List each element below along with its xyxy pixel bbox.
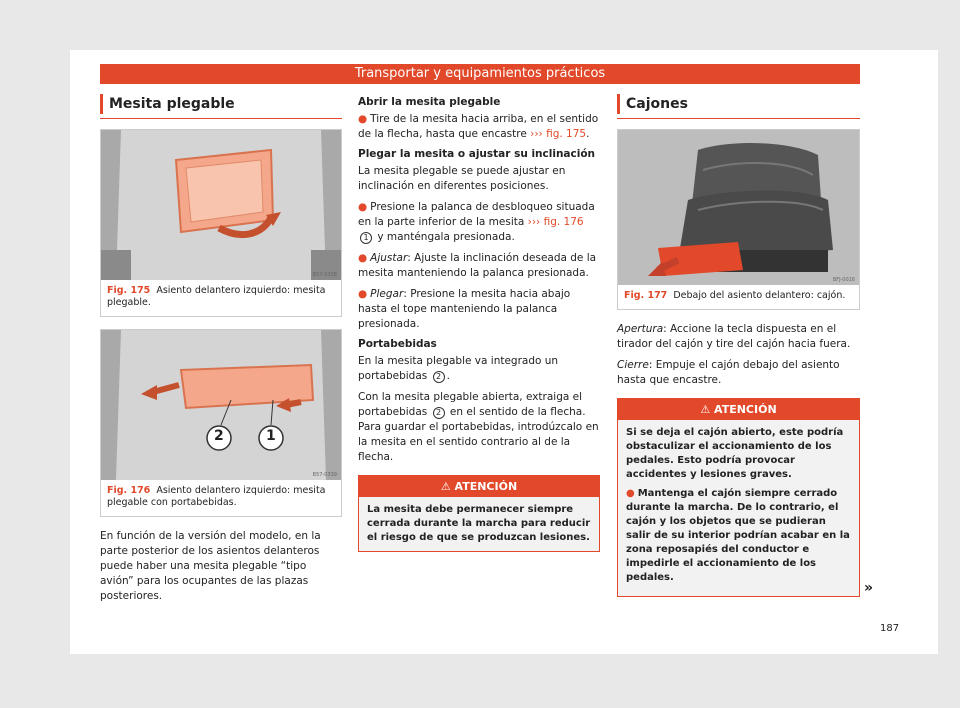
intro-paragraph: En función de la versión del modelo, en la parte posterior de los asientos delanteros puede haber una mesita plegable “tipo avión” para los ocupantes de las plazas posteriores. [100,530,321,602]
figure-number: Fig. 175 [107,285,151,296]
bullet-dot: ● [358,113,368,125]
middle-column [358,94,600,552]
bullet-text: Tire de la mesita hacia arriba, en el sentido de la flecha, hasta que encastre [358,113,599,140]
figure-code: BFJ-0016 [832,277,855,283]
callout-number: 2 [433,371,445,383]
bullet-abrir: ● Tire de la mesita hacia arriba, en el sentido de la flecha, hasta que encastre ››› fig. 175. [358,113,599,140]
fig-ref-text: fig. 175 [546,128,587,140]
cierre-paragraph [617,358,860,388]
figure-176 [100,329,342,517]
seat-tray-illustration [101,130,341,280]
figure-175 [100,129,342,317]
left-column [100,94,342,610]
bullet-plegar-2 [358,251,600,281]
warning-icon: ⚠ [440,480,451,493]
section-title: Mesita plegable [100,94,342,114]
term: Apertura [617,323,664,335]
porta-text: En la mesita plegable va integrado un portabebidas [358,355,559,382]
warning-header [359,476,599,497]
figure-177 [617,129,860,310]
section-header-mesita [100,94,342,119]
right-column [617,94,873,597]
bullet-plegar-3 [358,287,600,332]
warning-bullet-text: Mantenga el cajón siempre cerrado durante la marcha. De lo contrario, el cajón y los objetos que se pudieran salir de su interior podrían acabar en la zona reposapiés del conductor e impedirle el accionamiento de los pedales. [626,488,850,583]
caption-text: Asiento delantero izquierdo: mesita plegable con portabebidas. [107,485,326,508]
bullet-text: : Presione la mesita hacia abajo hasta el tope manteniendo la palanca presionada. [358,288,571,330]
porta-text: Con la mesita plegable abierta, extraiga el portabebidas [358,391,583,418]
warning-header [618,399,859,420]
warning-box-mesita [358,475,600,552]
term: Ajustar [370,252,408,264]
warning-text-2 [626,487,851,585]
term: Cierre [617,359,649,371]
warning-body [618,420,859,596]
paragraph-text: : Accione la tecla dispuesta en el tirador del cajón y tire del cajón hacia fuera. [617,323,851,350]
figure-number: Fig. 176 [107,485,151,496]
warning-icon: ⚠ [700,403,711,416]
warning-title: ATENCIÓN [454,480,518,493]
seat-drawer-illustration [618,130,859,285]
figure-175-image [101,130,341,280]
figure-176-caption [101,480,341,516]
heading-abrir: Abrir la mesita plegable [358,96,501,108]
bullet-text-cont: y manténgala presionada. [377,231,515,243]
bullet-text: : Ajuste la inclinación deseada de la mesita manteniendo la palanca presionada. [358,252,597,279]
bullet-plegar-1 [358,200,600,245]
porta-text-cont: en el sentido de la flecha. Para guardar el portabebidas, introdúzcalo en la mesita en el sentido contrario al de la flecha. [358,406,599,463]
paragraph-text: : Empuje el cajón debajo del asiento hasta que encastre. [617,359,840,386]
page-number: 187 [880,623,900,634]
warning-box-cajones [617,398,873,597]
porta-paragraph-1: En la mesita plegable va integrado un portabebidas 2 . [358,355,559,382]
bullet-dot: ● [358,252,368,264]
heading-portabebidas: Portabebidas [358,338,437,350]
bullet-dot: ● [358,201,368,213]
page-header: Transportar y equipamientos prácticos [100,64,860,84]
porta-paragraph-2 [358,390,600,465]
warning-title: ATENCIÓN [714,403,777,416]
callout-2: 2 [214,428,224,444]
bullet-text: Presione la palanca de desbloqueo situada en la parte inferior de la mesita [358,201,595,228]
warning-body: La mesita debe permanecer siempre cerrada durante la marcha para reducir el riesgo de que se produzcan lesiones. [359,497,599,551]
figure-number: Fig. 177 [624,290,668,301]
figure-177-image [618,130,859,285]
fig-ref-link[interactable]: ››› fig. 175 [530,128,587,140]
warning-text-1: Si se deja el cajón abierto, este podría obstaculizar el accionamiento de los pedales. Esto podría provocar accidentes y lesiones graves. [626,427,844,480]
figure-code: B57-0338 [312,272,337,278]
figure-176-image [101,330,341,480]
fig-ref-link[interactable]: ››› fig. 176 [527,216,584,228]
fig-ref-text: fig. 176 [543,216,584,228]
callout-number: 1 [360,232,372,244]
continue-arrow: » [863,580,873,596]
callout-number: 2 [433,407,445,419]
bullet-dot: ● [358,288,368,300]
tray-cupholder-illustration [101,330,341,480]
caption-text: Asiento delantero izquierdo: mesita plegable. [107,285,326,308]
section-title: Cajones [617,94,860,114]
figure-175-caption [101,280,341,316]
caption-text: Debajo del asiento delantero: cajón. [673,290,846,301]
section-header-cajones [617,94,860,119]
apertura-paragraph [617,322,860,352]
heading-plegar: Plegar la mesita o ajustar su inclinación [358,148,596,160]
figure-177-caption [618,285,859,309]
figure-code: B57-0339 [312,472,337,478]
plegar-paragraph: La mesita plegable se puede ajustar en inclinación en diferentes posiciones. [358,165,566,192]
callout-1: 1 [266,428,276,444]
term: Plegar [370,288,404,300]
bullet-dot: ● [626,488,635,499]
